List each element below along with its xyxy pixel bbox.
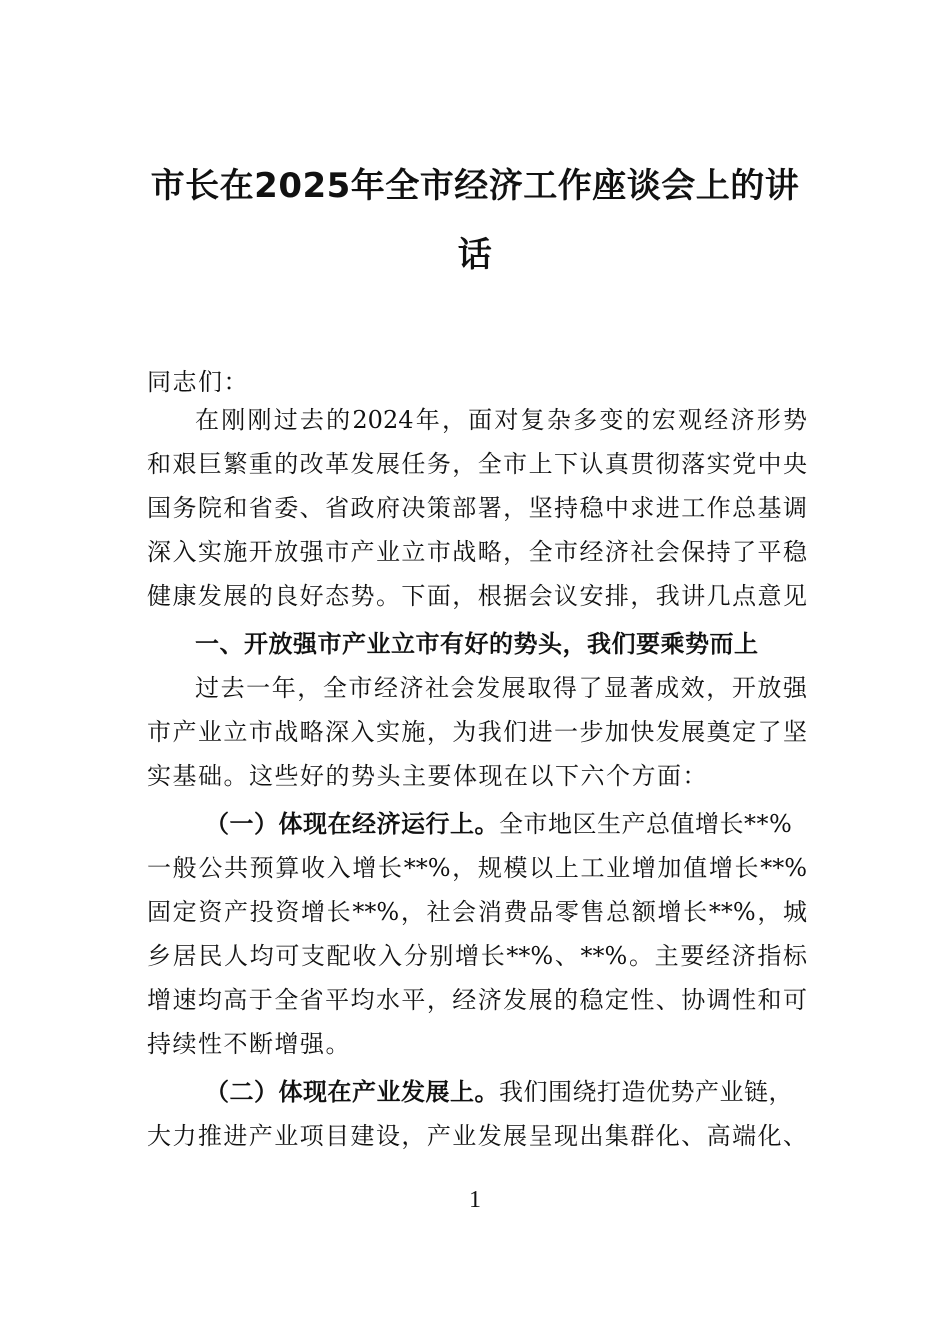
item-1-heading: （一）体现在经济运行上。: [205, 810, 499, 838]
item-1-line-4: 乡居民人均可支配收入分别增长**%、**%。主要经济指标: [147, 942, 807, 970]
intro-line-4: 深入实施开放强市产业立市战略，全市经济社会保持了平稳: [147, 538, 807, 566]
item-1-line-2: 一般公共预算收入增长**%，规模以上工业增加值增长**%: [147, 854, 807, 882]
section-intro-line-3: 实基础。这些好的势头主要体现在以下六个方面：: [147, 762, 708, 790]
intro-line-1: 在刚刚过去的2024年，面对复杂多变的宏观经济形势: [195, 406, 807, 434]
intro-line-5: 健康发展的良好态势。下面，根据会议安排，我讲几点意见: [147, 582, 807, 610]
item-2-first-line: [205, 1072, 807, 1112]
item-2-line-2: 大力推进产业项目建设，产业发展呈现出集群化、高端化、: [147, 1122, 807, 1150]
item-1-first-line: [205, 804, 807, 844]
item-2-text: 我们围绕打造优势产业链，: [499, 1078, 793, 1106]
item-1-line-3: 固定资产投资增长**%，社会消费品零售总额增长**%，城: [147, 898, 807, 926]
intro-line-3: 国务院和省委、省政府决策部署，坚持稳中求进工作总基调: [147, 494, 807, 522]
section-intro-line-2: 市产业立市战略深入实施，为我们进一步加快发展奠定了坚: [147, 718, 807, 746]
item-1-text: 全市地区生产总值增长**%: [499, 810, 793, 838]
item-2-heading: （二）体现在产业发展上。: [205, 1078, 499, 1106]
document-title-line-2: 话: [457, 235, 493, 275]
salutation: 同志们：: [147, 368, 249, 396]
document-title-line-1: 市长在2025年全市经济工作座谈会上的讲: [150, 166, 800, 206]
intro-line-2: 和艰巨繁重的改革发展任务，全市上下认真贯彻落实党中央: [147, 450, 807, 478]
item-1-line-6: 持续性不断增强。: [147, 1030, 351, 1058]
section-heading: 一、开放强市产业立市有好的势头，我们要乘势而上: [195, 630, 759, 658]
item-1-line-5: 增速均高于全省平均水平，经济发展的稳定性、协调性和可: [147, 986, 807, 1014]
page-number: 1: [469, 1187, 481, 1213]
section-intro-line-1: 过去一年，全市经济社会发展取得了显著成效，开放强: [195, 674, 807, 702]
